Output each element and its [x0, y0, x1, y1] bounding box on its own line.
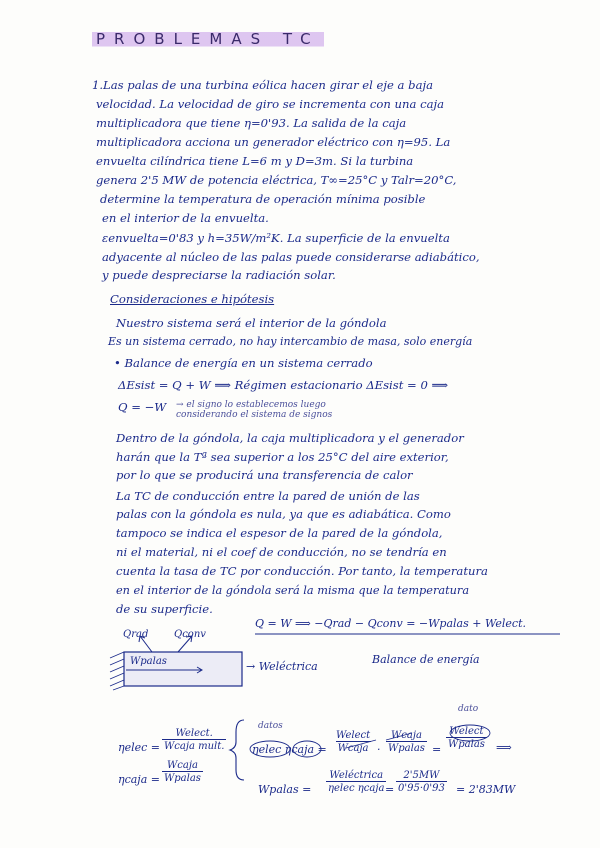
problem-line: y puede despreciarse la radiación solar. — [102, 268, 336, 282]
equals-sign: = — [432, 743, 442, 756]
sign-note: → el signo lo establecemos luego considerando el sistema de signos — [176, 400, 333, 420]
adiabatic-hatch — [110, 652, 124, 690]
fraction-denominator: Wpalas — [388, 743, 425, 754]
fraction-denominator: Wcaja — [337, 743, 369, 754]
fraction-numerator: Wcaja — [167, 760, 198, 771]
w-palas-numeric-fraction — [396, 770, 447, 794]
problem-line: εenvuelta=0'83 y h=35W/m²K. La superficie de la envuelta — [102, 231, 450, 245]
body-line: cuenta la tasa de TC por conducción. Por tanto, la temperatura — [116, 564, 488, 578]
fraction-denominator: Wpalas — [164, 773, 201, 784]
body-line: palas con la góndola es nula, ya que es adiabática. Como — [116, 507, 451, 521]
body-line: de su superficie. — [116, 602, 213, 616]
problem-line: adyacente al núcleo de las palas puede considerarse adiabático, — [102, 250, 480, 264]
balance-label: Balance de energía — [372, 653, 480, 666]
product-fraction-1 — [334, 730, 372, 754]
consideration-line: Q = −W — [118, 400, 167, 414]
w-palas-result: = 2'83MW — [456, 783, 516, 796]
eta-product-label: ηelec ηcaja = — [252, 743, 327, 756]
q-conv-label: Qconv — [174, 629, 206, 640]
product-fraction-3 — [446, 726, 487, 750]
problem-line: 1.Las palas de una turbina eólica hacen girar el eje a baja — [92, 78, 433, 92]
consideration-line: • Balance de energía en un sistema cerrado — [114, 356, 373, 370]
consideration-line: Es un sistema cerrado, no hay intercambio de masa, solo energía — [108, 335, 473, 348]
fraction-numerator: Wcaja — [391, 730, 422, 741]
fraction-denominator: ηelec ηcaja — [328, 783, 385, 794]
fraction-denominator: Wcaja mult. — [164, 741, 225, 752]
problem-line: multiplicadora acciona un generador eléctrico con η=95. La — [96, 135, 451, 149]
q-rad-label: Qrad — [123, 629, 149, 640]
problem-line: genera 2'5 MW de potencia eléctrica, T∞=25°C y Talr=20°C, — [96, 173, 457, 187]
problem-line: multiplicadora que tiene η=0'93. La salida de la caja — [96, 116, 407, 130]
fraction-numerator: Welect — [336, 730, 371, 741]
body-line: ni el material, ni el coef de conducción, no se tendría en — [116, 545, 447, 559]
eta-caja-label: ηcaja = — [118, 773, 160, 786]
w-palas-label: Wpalas — [130, 656, 167, 667]
problem-line: envuelta cilíndrica tiene L=6 m y D=3m. Si la turbina — [96, 154, 414, 168]
page-title: PROBLEMAS TC — [92, 30, 324, 48]
body-line: por lo que se producirá una transferencia de calor — [116, 468, 413, 482]
problem-line: determine la temperatura de operación mínima posible — [100, 192, 426, 206]
body-line: Dentro de la góndola, la caja multiplicadora y el generador — [116, 431, 464, 445]
body-line: La TC de conducción entre la pared de unión de las — [116, 489, 420, 503]
eta-elec-fraction — [162, 728, 226, 752]
balance-equation: Q = W ⟹ −Qrad − Qconv = −Wpalas + Welect. — [255, 617, 526, 630]
w-palas-eq-label: Wpalas = — [258, 783, 312, 796]
times-sign: · — [377, 743, 381, 756]
equals-sign: = — [385, 783, 395, 796]
fraction-numerator: Welect — [449, 726, 484, 737]
fraction-numerator: Welect. — [175, 728, 213, 739]
problem-line: en el interior de la envuelta. — [102, 211, 269, 225]
problem-line: velocidad. La velocidad de giro se incrementa con una caja — [96, 97, 444, 111]
dato-label: dato — [458, 704, 479, 714]
consideration-line: Nuestro sistema será el interior de la góndola — [116, 316, 387, 330]
product-fraction-2 — [386, 730, 427, 754]
body-line: en el interior de la góndola será la misma que la temperatura — [116, 584, 470, 597]
considerations-heading: Consideraciones e hipótesis — [110, 292, 275, 306]
eta-caja-fraction — [162, 760, 203, 784]
consideration-line: ΔEsist = Q + W ⟹ Régimen estacionario ΔEsist = 0 ⟹ — [118, 378, 449, 392]
body-line: harán que la Tª sea superior a los 25°C del aire exterior, — [116, 450, 449, 464]
fraction-denominator: 0'95·0'93 — [398, 783, 445, 794]
w-electrica-label: → Weléctrica — [246, 660, 318, 673]
datos-label: datos — [258, 721, 283, 731]
fraction-numerator: Weléctrica — [329, 770, 384, 781]
implies-arrow: ⟹ — [496, 741, 512, 754]
fraction-numerator: 2'5MW — [403, 770, 440, 781]
eta-elec-label: ηelec = — [118, 741, 161, 754]
w-palas-fraction — [326, 770, 386, 794]
body-line: tampoco se indica el espesor de la pared de la góndola, — [116, 526, 443, 540]
fraction-denominator: Wpalas — [448, 739, 485, 750]
